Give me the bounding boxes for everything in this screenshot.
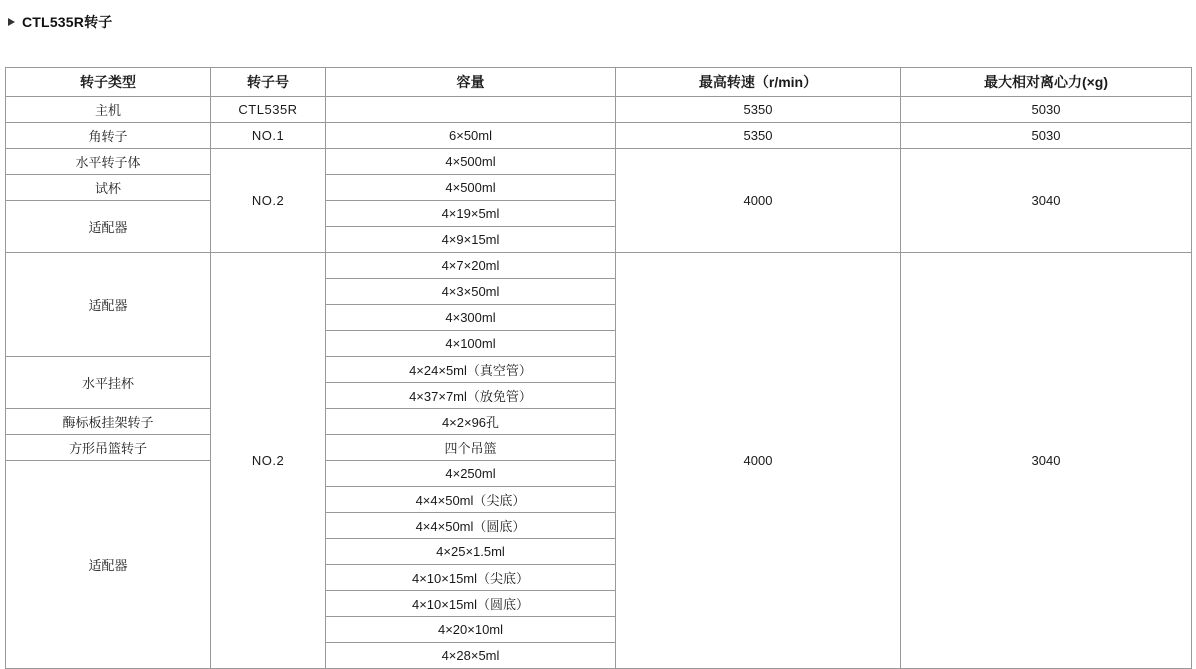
cell-capacity: 4×9×15ml <box>326 227 616 253</box>
table-row <box>6 149 1192 175</box>
page-title <box>0 0 1196 32</box>
column-header-max-rcf: 最大相对离心力(×g) <box>901 68 1192 97</box>
cell-rotor-no: NO.2 <box>211 149 326 253</box>
cell-max-speed: 4000 <box>616 253 901 669</box>
column-header-capacity: 容量 <box>326 68 616 97</box>
cell-capacity: 4×10×15ml（尖底） <box>326 565 616 591</box>
cell-max-rcf: 5030 <box>901 123 1192 149</box>
table-row <box>6 123 1192 149</box>
cell-rotor-no: CTL535R <box>211 97 326 123</box>
cell-rotor-type: 水平挂杯 <box>6 357 211 409</box>
page-title-text: CTL535R转子 <box>22 14 113 30</box>
cell-max-rcf: 3040 <box>901 253 1192 669</box>
cell-rotor-no: NO.1 <box>211 123 326 149</box>
cell-capacity: 4×500ml <box>326 175 616 201</box>
cell-capacity: 6×50ml <box>326 123 616 149</box>
cell-capacity: 4×4×50ml（尖底） <box>326 487 616 513</box>
cell-rotor-type: 酶标板挂架转子 <box>6 409 211 435</box>
column-header-rotor-no: 转子号 <box>211 68 326 97</box>
cell-capacity: 四个吊篮 <box>326 435 616 461</box>
cell-capacity: 4×7×20ml <box>326 253 616 279</box>
cell-capacity: 4×300ml <box>326 305 616 331</box>
cell-rotor-no: NO.2 <box>211 253 326 669</box>
cell-rotor-type: 主机 <box>6 97 211 123</box>
cell-rotor-type: 方形吊篮转子 <box>6 435 211 461</box>
cell-max-rcf: 5030 <box>901 97 1192 123</box>
cell-capacity: 4×100ml <box>326 331 616 357</box>
cell-capacity: 4×10×15ml（圆底） <box>326 591 616 617</box>
column-header-rotor-type: 转子类型 <box>6 68 211 97</box>
table-row <box>6 253 1192 279</box>
cell-capacity: 4×19×5ml <box>326 201 616 227</box>
table-header-row <box>6 68 1192 97</box>
cell-capacity: 4×24×5ml（真空管） <box>326 357 616 383</box>
cell-capacity: 4×37×7ml（放免管） <box>326 383 616 409</box>
cell-capacity: 4×20×10ml <box>326 617 616 643</box>
cell-max-speed: 4000 <box>616 149 901 253</box>
table-row <box>6 97 1192 123</box>
cell-max-speed: 5350 <box>616 97 901 123</box>
column-header-max-speed: 最高转速（r/min） <box>616 68 901 97</box>
rotor-spec-table <box>5 67 1192 669</box>
cell-capacity: 4×500ml <box>326 149 616 175</box>
cell-capacity: 4×3×50ml <box>326 279 616 305</box>
cell-rotor-type: 试杯 <box>6 175 211 201</box>
cell-rotor-type: 适配器 <box>6 461 211 669</box>
cell-capacity: 4×25×1.5ml <box>326 539 616 565</box>
cell-rotor-type: 角转子 <box>6 123 211 149</box>
cell-max-speed: 5350 <box>616 123 901 149</box>
triangle-right-icon <box>8 18 15 26</box>
cell-max-rcf: 3040 <box>901 149 1192 253</box>
spec-table-container <box>0 67 1196 669</box>
cell-capacity: 4×250ml <box>326 461 616 487</box>
cell-capacity: 4×28×5ml <box>326 643 616 669</box>
cell-rotor-type: 适配器 <box>6 201 211 253</box>
cell-capacity: 4×4×50ml（圆底） <box>326 513 616 539</box>
cell-capacity <box>326 97 616 123</box>
cell-rotor-type: 水平转子体 <box>6 149 211 175</box>
cell-rotor-type: 适配器 <box>6 253 211 357</box>
cell-capacity: 4×2×96孔 <box>326 409 616 435</box>
